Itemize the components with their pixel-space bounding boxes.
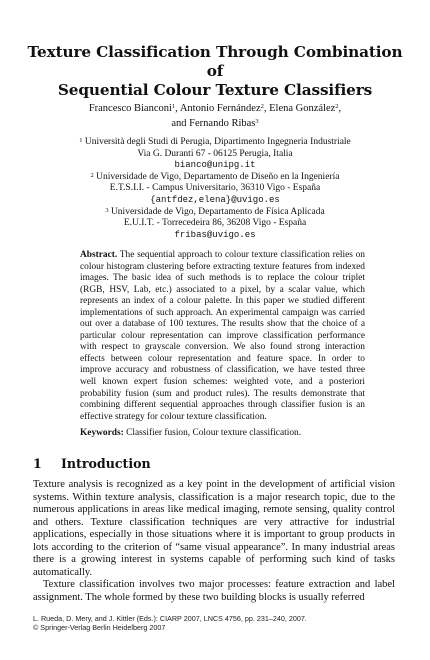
affiliation-2 — [20, 172, 410, 207]
affiliation-email[interactable]: fribas@uvigo.es — [174, 229, 256, 240]
keywords — [80, 428, 365, 440]
author-affil-mark: 2 — [335, 103, 339, 110]
authors-line-1: Francesco Bianconi$^1$, Antonio Fernández$^2$, Elena González$^2$, — [88, 103, 342, 114]
author-affil-mark: 2 — [260, 103, 264, 110]
affiliation-address: E.U.I.T. - Torrecedeira 86, 36208 Vigo - España — [123, 218, 307, 229]
section-number: 1 — [33, 456, 42, 471]
abstract-label: Abstract. — [80, 250, 118, 260]
author-name: and Fernando Ribas — [171, 118, 256, 129]
footnote-citation: L. Rueda, D. Mery, and J. Kittler (Eds.): CIARP 2007, LNCS 4756, pp. 231–240, 2007. — [33, 614, 307, 623]
keywords-text: Classifier fusion, Colour texture classification. — [126, 428, 302, 438]
affiliation-email[interactable]: {antfdez,elena}@uvigo.es — [150, 194, 280, 205]
affiliation-1 — [20, 137, 410, 172]
author-list — [20, 101, 410, 131]
paper-title — [20, 43, 410, 100]
author-affil-mark: 3 — [255, 118, 259, 125]
body-text — [33, 479, 395, 604]
paragraph-1: Texture analysis is recognized as a key point in the development of artificial vision systems. Within texture analysis, classification is a major research topic, due to the numerous applications in areas like medical imaging, remote sensing, quality control and others. Texture classification techniques are very attractive for industrial applications, especially in those situations where it is important to group products in lots according to the criterion of “same visual appearance”. In many industrial areas there is a growing interest in systems capable of performing such kind of tasks automatically. — [33, 479, 395, 578]
section-heading — [33, 456, 151, 472]
author-name: , Elena González — [263, 103, 336, 114]
footnote-copyright: © Springer-Verlag Berlin Heidelberg 2007 — [33, 623, 166, 633]
abstract-text: The sequential approach to colour texture classification relies on colour histogram clustering before extracting texture features from indexed images. The basic idea of such methods is to replace the colour triplet (RGB, HSV, Lab, etc.) associated to a pixel, by a scalar value, which represents an index of a colour palette. In this paper we studied different implementations of such approach. An experimental campaign was carried out over a database of 100 textures. The results show that the choice of a particular colour representation can improve classification performance with respect to grayscale conversion. We also found strong interaction effects between colour representation and feature space. In order to improve accuracy and robustness of classification, we have tested three well known expert fusion schemes: weighted vote, and a posteriori probability fusion (sum and product rules). The results demonstrate that combining different sequential approaches through classifier fusion is an effective strategy for colour texture classification. — [80, 250, 365, 422]
abstract — [80, 250, 365, 423]
keywords-label: Keywords: — [80, 428, 124, 438]
paragraph-2: Texture classification involves two major processes: feature extraction and label assignment. The whole formed by these two building blocks is usually referred — [33, 579, 395, 603]
affiliation-institution: Universidade de Vigo, Departamento de Diseño en la Ingeniería — [96, 171, 340, 182]
section-title: Introduction — [61, 456, 151, 471]
affiliations — [20, 137, 410, 241]
author-name: , Antonio Fernández — [175, 103, 261, 114]
title-line-2: Sequential Colour Texture Classifiers — [57, 81, 373, 99]
publication-footnote — [33, 614, 398, 633]
affiliation-number: 1 — [79, 137, 83, 144]
affiliation-address: E.T.S.I.I. - Campus Universitario, 36310 Vigo - España — [109, 183, 321, 194]
affiliation-3 — [20, 207, 410, 242]
title-line-1: Texture Classification Through Combination of — [27, 43, 403, 80]
affiliation-number: 3 — [105, 206, 109, 214]
authors-line-2 — [20, 116, 410, 131]
affiliation-address: Via G. Duranti 67 - 06125 Perugia, Italia — [137, 148, 293, 159]
author-affil-mark: 1 — [171, 103, 176, 110]
affiliation-email[interactable]: bianco@unipg.it — [174, 160, 256, 171]
affiliation-institution: Universidade de Vigo, Departamento de Física Aplicada — [110, 206, 325, 217]
affiliation-institution: Università degli Studi di Perugia, Dipartimento Ingegneria Industriale — [84, 137, 351, 147]
author-name: Francesco Bianconi — [88, 103, 172, 114]
affiliation-number: 2 — [90, 171, 94, 179]
